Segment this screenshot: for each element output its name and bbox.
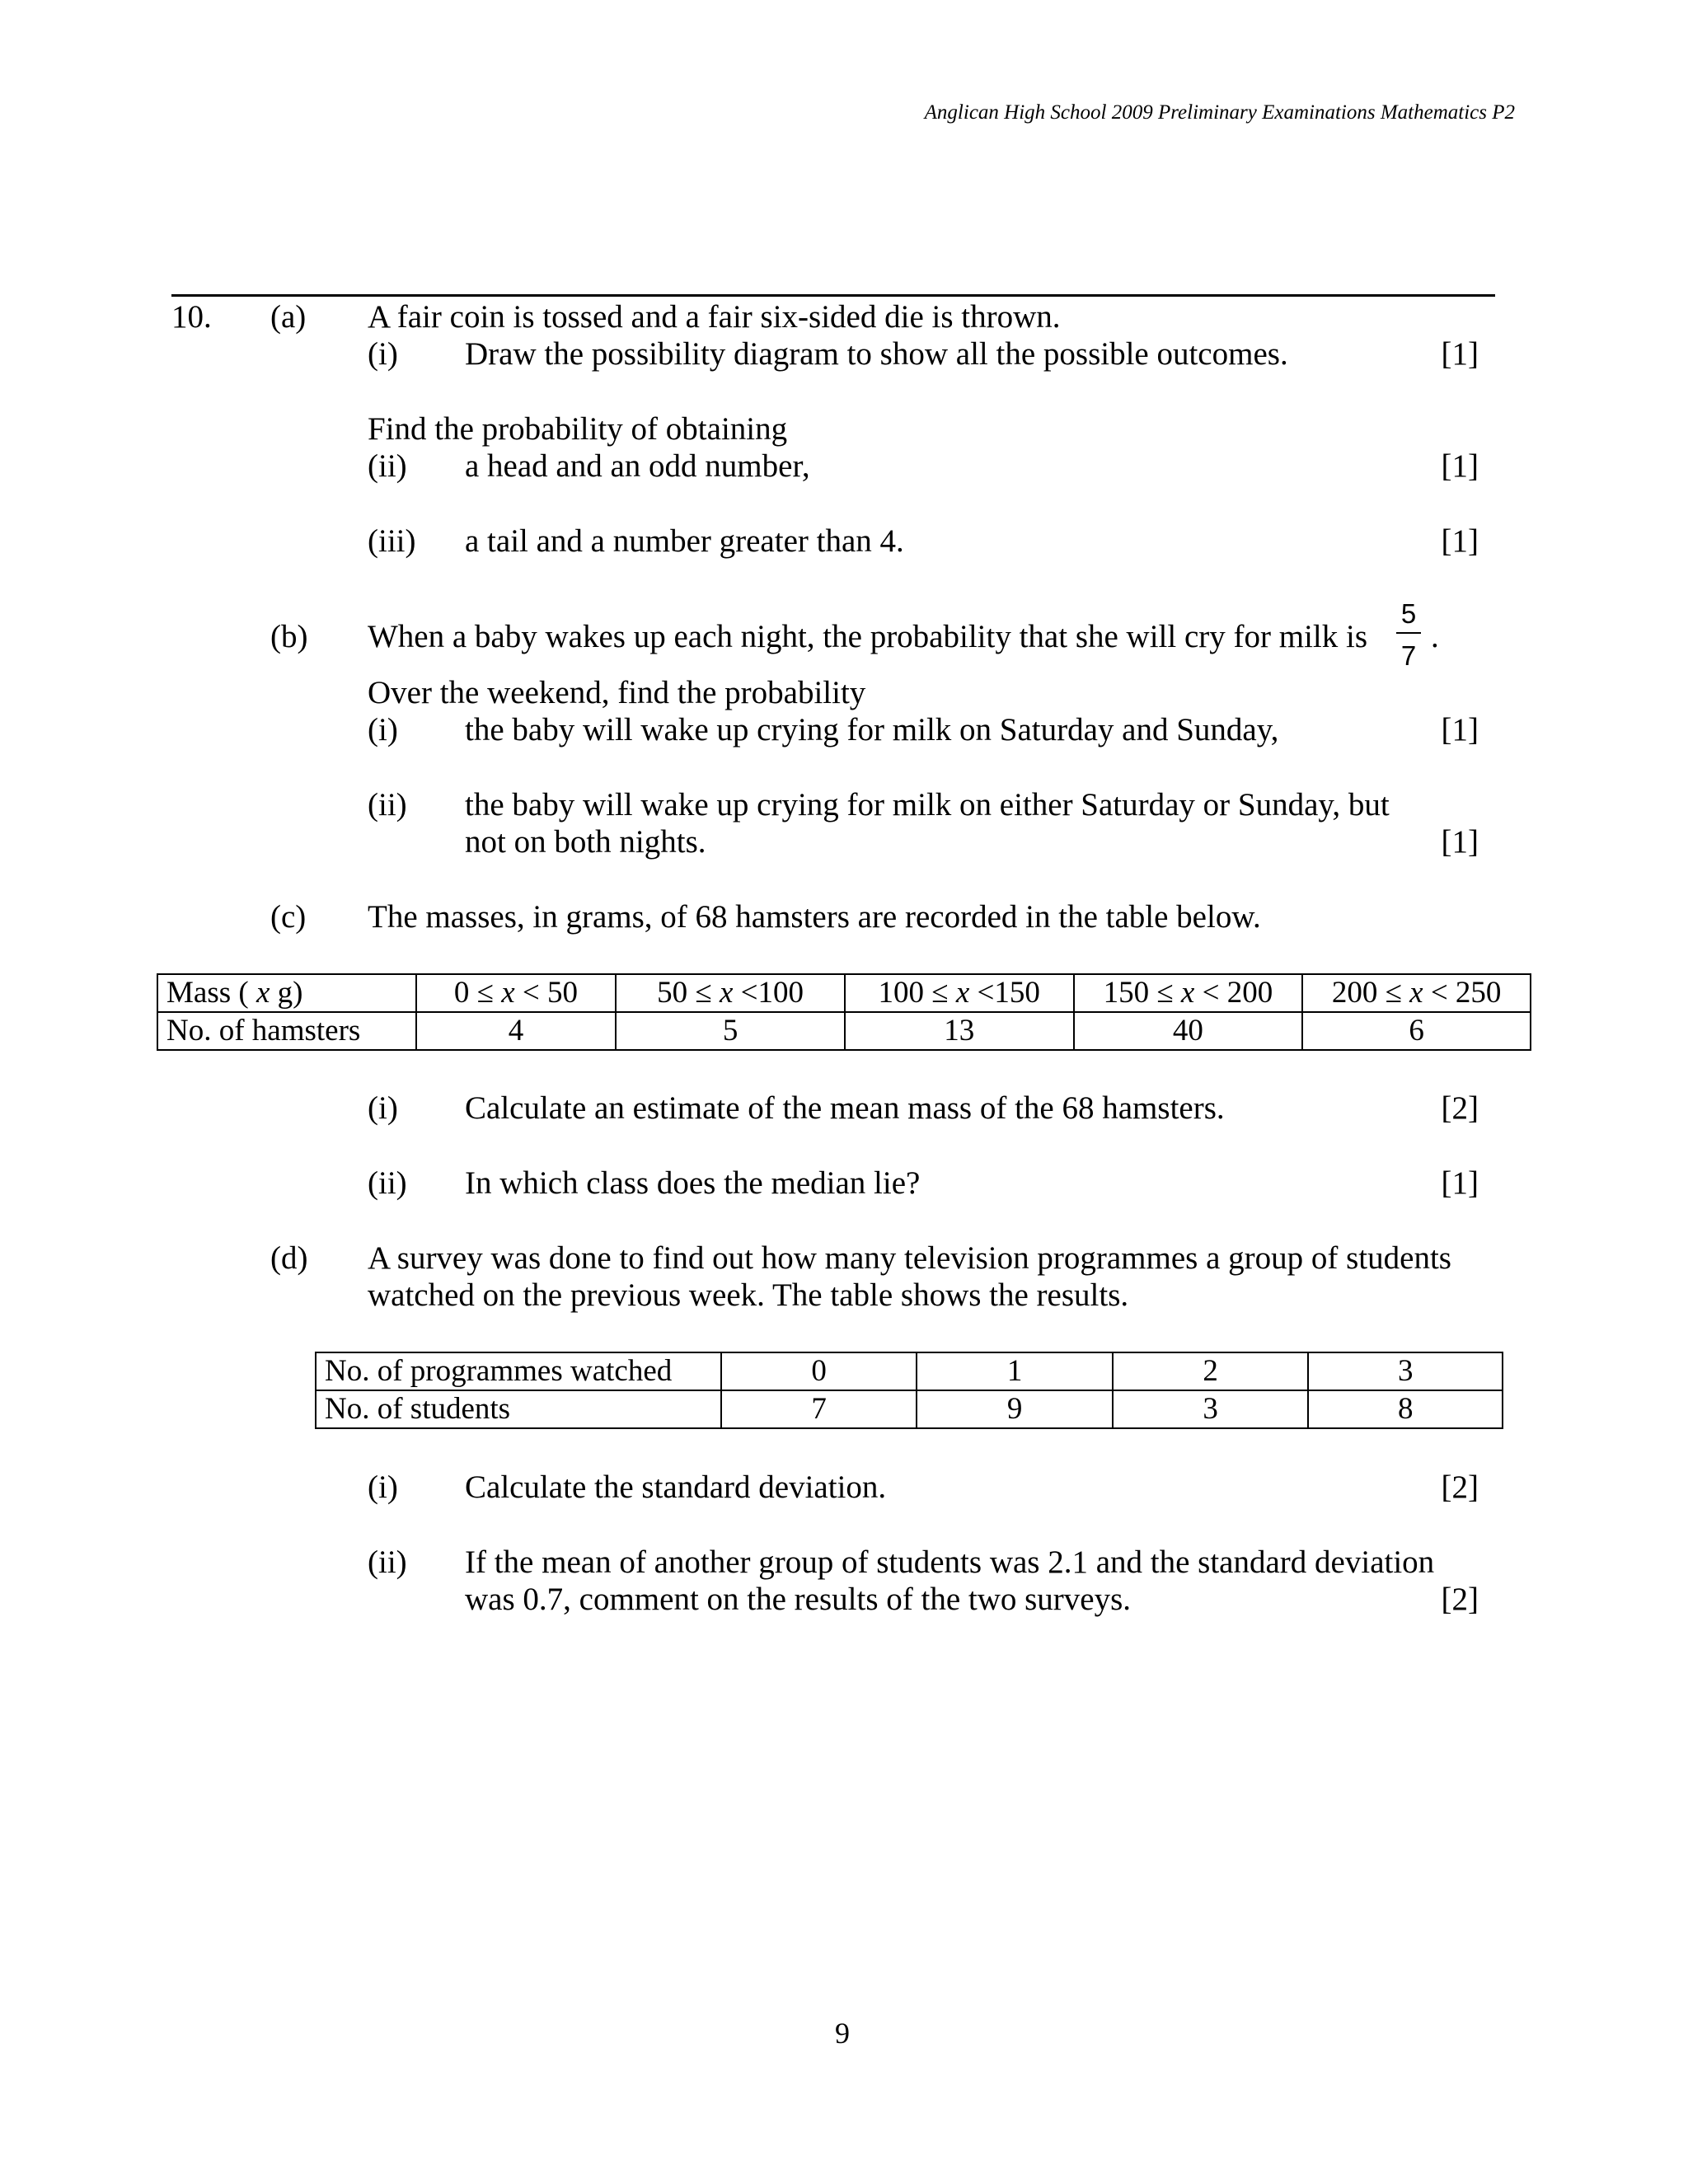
table-cell: 7 — [721, 1390, 917, 1428]
part-d-ii-text-line1: If the mean of another group of students was 2.1 and the standard deviation — [465, 1544, 1435, 1580]
part-c-ii-label: (ii) — [368, 1165, 407, 1201]
part-b-i-label: (i) — [368, 712, 398, 748]
part-d-ii-label: (ii) — [368, 1544, 407, 1580]
part-d-text-line2: watched on the previous week. The table shows the results. — [368, 1277, 1129, 1313]
hamster-mass-table — [157, 973, 1531, 1051]
table-cell: 8 — [1308, 1390, 1503, 1428]
part-d-i-text: Calculate the standard deviation. — [465, 1469, 887, 1505]
page-number: 9 — [835, 2017, 850, 2050]
part-b-ii-marks: [1] — [1441, 824, 1479, 860]
table-cell: 9 — [917, 1390, 1113, 1428]
part-c-ii-marks: [1] — [1441, 1165, 1479, 1201]
part-a-ii-text: a head and an odd number, — [465, 448, 810, 484]
part-d-text-line1: A survey was done to find out how many television programmes a group of students — [368, 1240, 1451, 1276]
table-row — [316, 1352, 1503, 1390]
table-cell: 40 — [1074, 1012, 1303, 1050]
fraction-denominator: 7 — [1400, 640, 1417, 671]
part-d-i-marks: [2] — [1441, 1469, 1479, 1505]
part-d-i-label: (i) — [368, 1469, 398, 1505]
table-cell: 150 ≤ x < 200 — [1074, 974, 1303, 1012]
table-cell: 3 — [1308, 1352, 1503, 1390]
part-a-iii-label: (iii) — [368, 523, 416, 559]
part-c-i-label: (i) — [368, 1090, 398, 1126]
part-b-ii-text-line1: the baby will wake up crying for milk on either Saturday or Sunday, but — [465, 787, 1390, 823]
part-d-ii-marks: [2] — [1441, 1582, 1479, 1617]
exam-header: Anglican High School 2009 Preliminary Examinations Mathematics P2 — [924, 101, 1515, 124]
part-a-label: (a) — [270, 299, 307, 335]
part-a-stem: A fair coin is tossed and a fair six-sided die is thrown. — [368, 299, 1061, 335]
part-c-i-text: Calculate an estimate of the mean mass of the 68 hamsters. — [465, 1090, 1225, 1126]
table-cell: 13 — [845, 1012, 1074, 1050]
fraction-numerator: 5 — [1400, 598, 1417, 629]
table-cell: No. of students — [316, 1390, 721, 1428]
question-number: 10. — [171, 299, 212, 335]
part-a-i-label: (i) — [368, 336, 398, 372]
table-cell: 200 ≤ x < 250 — [1302, 974, 1531, 1012]
part-a-lead: Find the probability of obtaining — [368, 411, 788, 447]
table-row — [157, 1012, 1531, 1050]
table-cell: 6 — [1302, 1012, 1531, 1050]
table-cell: Mass ( x g) — [157, 974, 416, 1012]
part-b-ii-text-line2: not on both nights. — [465, 824, 706, 860]
part-b-label: (b) — [270, 619, 308, 654]
part-a-i-marks: [1] — [1441, 336, 1479, 372]
table-cell: 4 — [416, 1012, 617, 1050]
table-cell: 50 ≤ x <100 — [616, 974, 845, 1012]
part-c-stem: The masses, in grams, of 68 hamsters are recorded in the table below. — [368, 899, 1261, 935]
question-divider — [171, 294, 1495, 297]
part-d-ii-text-line2: was 0.7, comment on the results of the two surveys. — [465, 1582, 1132, 1617]
part-b-lead: Over the weekend, find the probability — [368, 675, 866, 710]
part-b-i-marks: [1] — [1441, 712, 1479, 748]
part-a-ii-marks: [1] — [1441, 448, 1479, 484]
table-cell: 100 ≤ x <150 — [845, 974, 1074, 1012]
part-c-i-marks: [2] — [1441, 1090, 1479, 1126]
table-cell: No. of hamsters — [157, 1012, 416, 1050]
table-row — [157, 974, 1531, 1012]
table-cell: 1 — [917, 1352, 1113, 1390]
part-b-i-text: the baby will wake up crying for milk on Saturday and Sunday, — [465, 712, 1279, 748]
part-a-ii-label: (ii) — [368, 448, 407, 484]
part-c-label: (c) — [270, 899, 307, 935]
part-a-i-text: Draw the possibility diagram to show all the possible outcomes. — [465, 336, 1288, 372]
table-cell: 0 ≤ x < 50 — [416, 974, 617, 1012]
table-cell: No. of programmes watched — [316, 1352, 721, 1390]
tv-programmes-table — [315, 1352, 1503, 1429]
part-a-iii-text: a tail and a number greater than 4. — [465, 523, 904, 559]
table-cell: 0 — [721, 1352, 917, 1390]
part-a-iii-marks: [1] — [1441, 523, 1479, 559]
part-c-ii-text: In which class does the median lie? — [465, 1165, 921, 1201]
table-cell: 3 — [1113, 1390, 1309, 1428]
fraction-bar — [1396, 632, 1421, 634]
table-cell: 5 — [616, 1012, 845, 1050]
part-b-stem: When a baby wakes up each night, the probability that she will cry for milk is — [368, 619, 1368, 654]
table-row — [316, 1390, 1503, 1428]
part-d-label: (d) — [270, 1240, 308, 1276]
table-cell: 2 — [1113, 1352, 1309, 1390]
part-b-ii-label: (ii) — [368, 787, 407, 823]
part-b-stem-end: . — [1431, 619, 1439, 654]
